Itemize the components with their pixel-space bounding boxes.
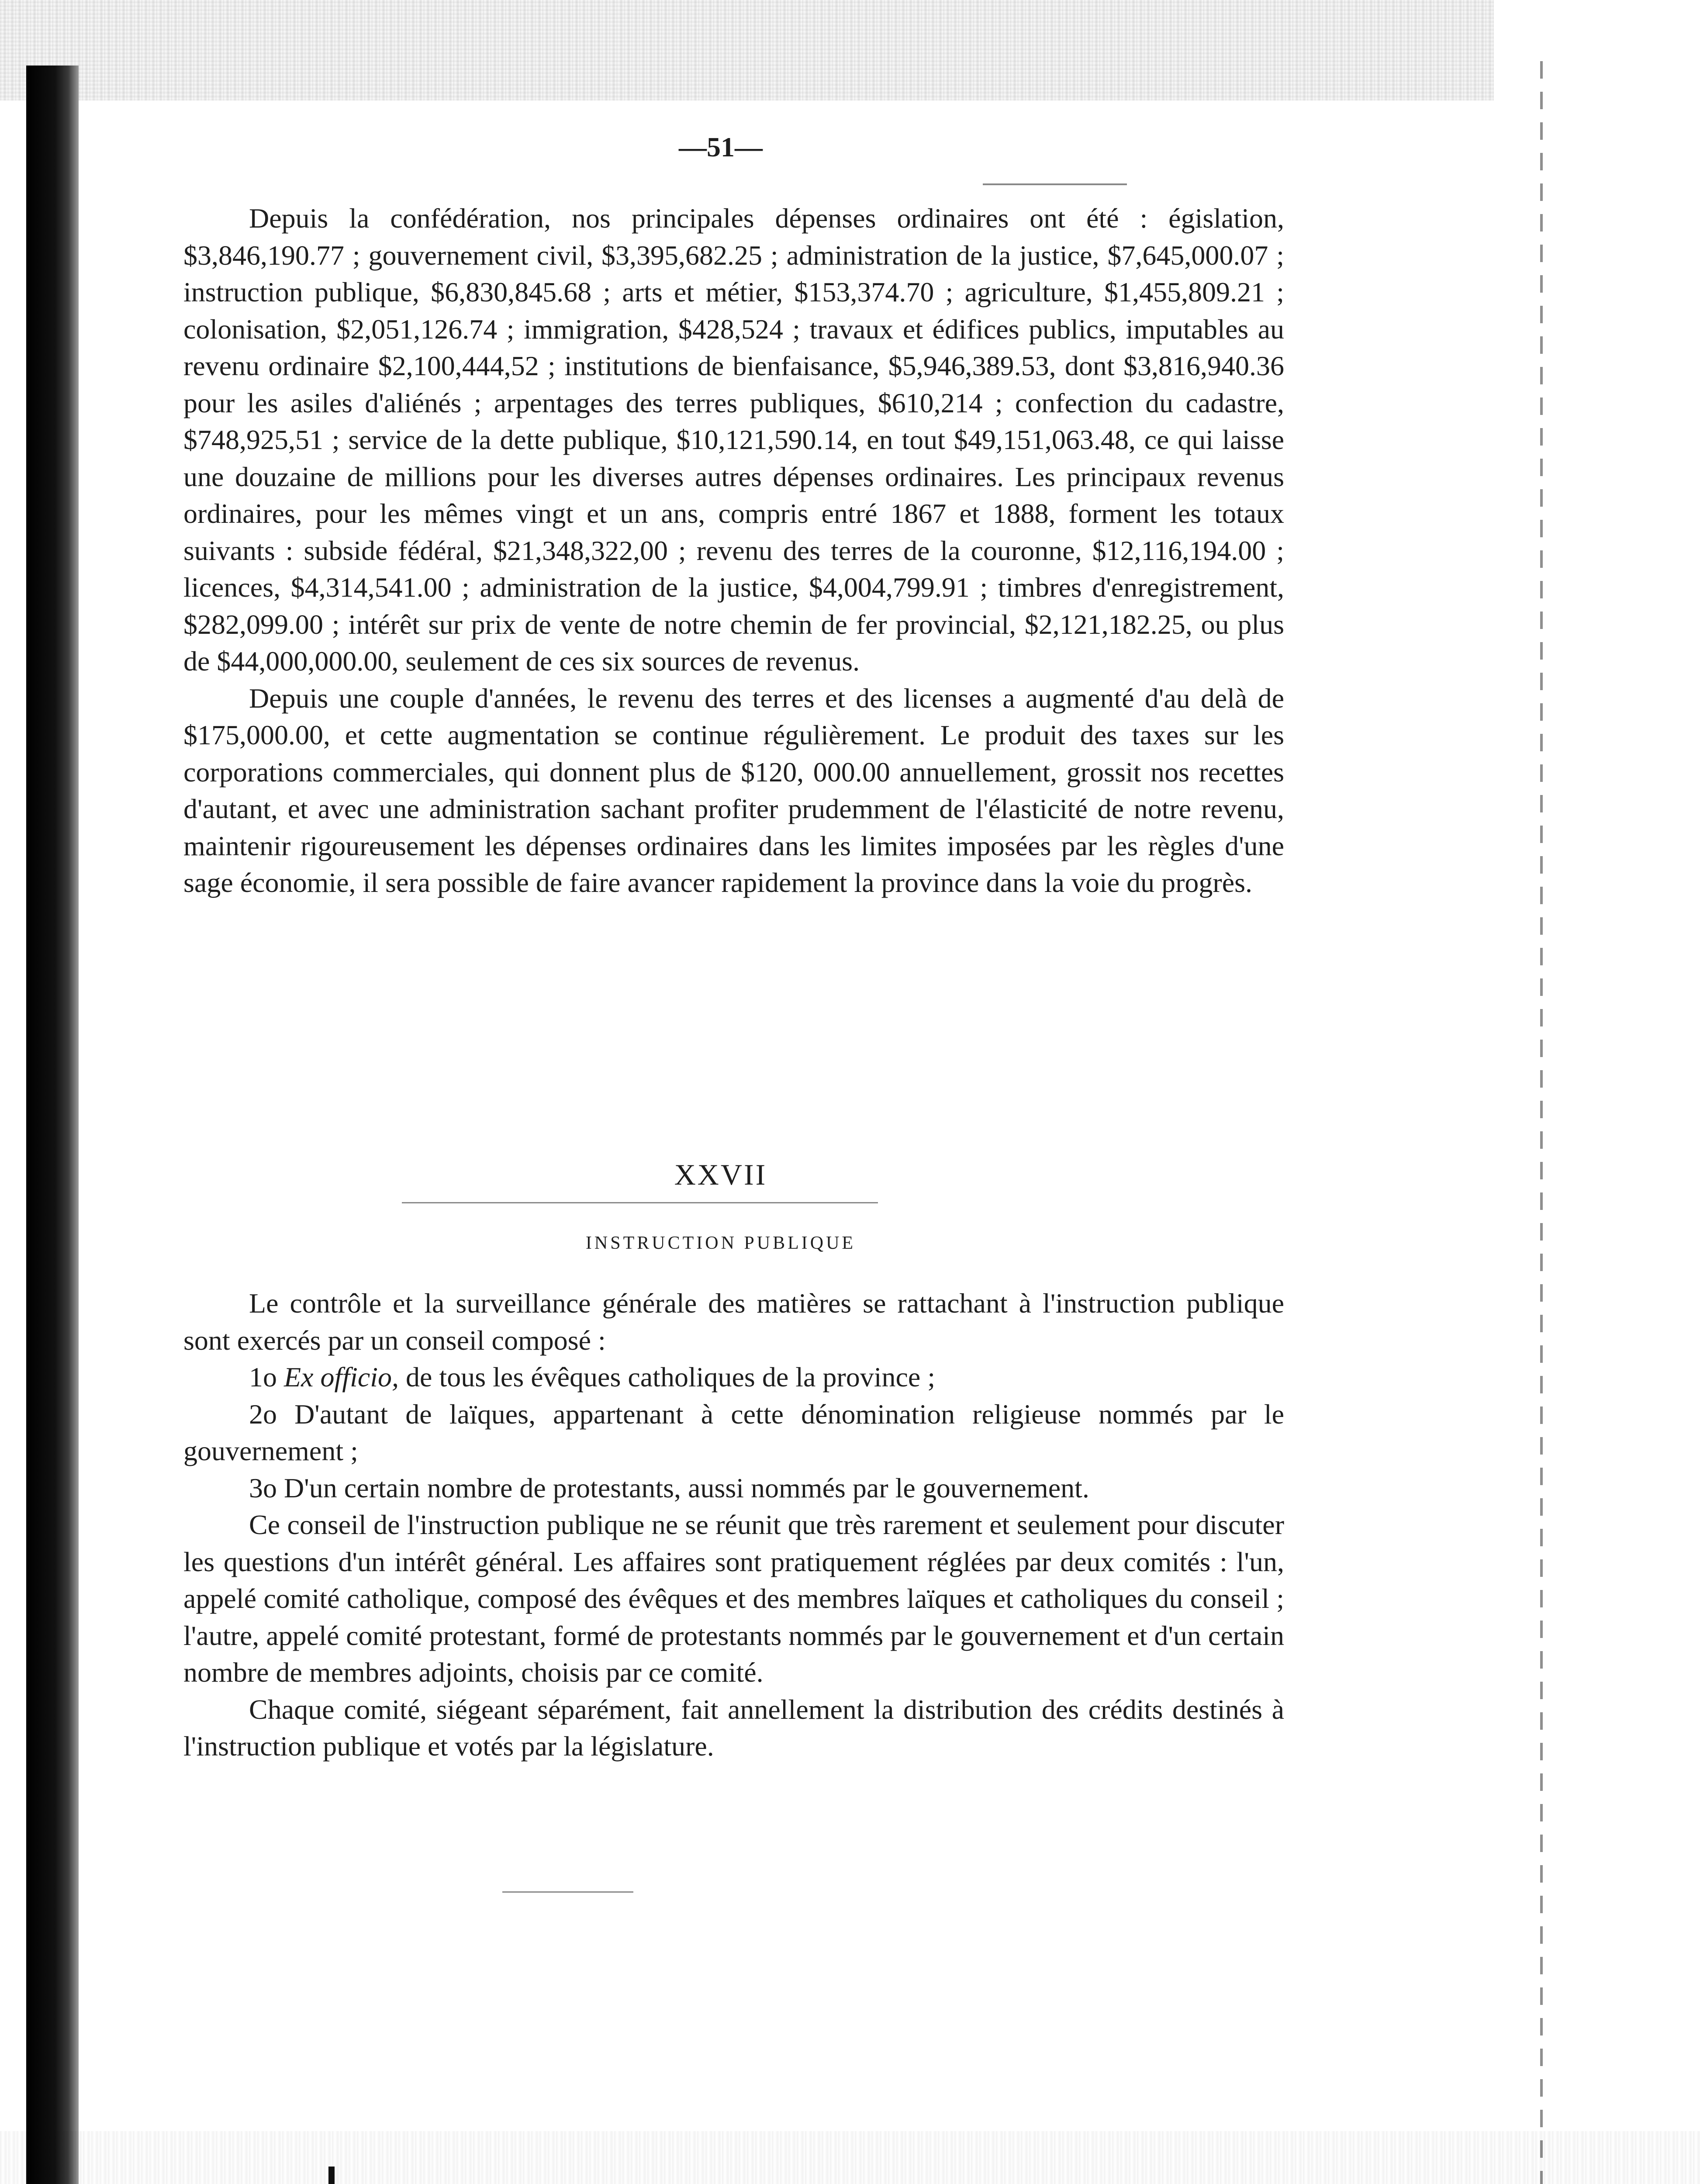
list-item-emphasis: Ex officio, — [284, 1362, 399, 1393]
scan-mark — [328, 2167, 335, 2184]
paragraph-comite: Chaque comité, siégeant séparément, fait annellement la distribution des crédits destinés à l'instruction publique et votés par la législature. — [183, 1693, 1284, 1762]
section-title: INSTRUCTION PUBLIQUE — [585, 1233, 856, 1253]
section-rule — [402, 1202, 878, 1203]
paragraph-intro: Le contrôle et la surveillance générale des matières se rattachant à l'instruction publique sont exercés par un conseil composé : — [183, 1288, 1284, 1356]
scan-binding-shadow — [26, 66, 79, 2184]
scan-edge-right — [1540, 48, 1543, 2184]
paragraph-conseil: Ce conseil de l'instruction publique ne se réunit que très rarement et seulement pour discuter les questions d'un intérêt général. Les affaires sont pratiquement réglées par deux comités : l'un, appelé comité catholique, composé des évêques et des membres laïques et catholiques du conseil ; l'autre, appelé comité protestant, formé de protestants nommés par le gouvernement et d'un certain nombre de membres adjoints, choisis par ce comité. — [183, 1509, 1284, 1688]
page-number: —51— — [679, 131, 763, 162]
list-item-protestants: 3o D'un certain nombre de protestants, aussi nommés par le gouvernement. — [249, 1472, 1089, 1503]
section-number: XXVII — [674, 1158, 767, 1191]
list-item-number: 1o — [249, 1362, 277, 1393]
scan-noise-top — [0, 0, 1494, 100]
text-block-instruction — [183, 1285, 1284, 1765]
header-rule — [983, 183, 1127, 185]
list-item-laiques: 2o D'autant de laïques, appartenant à cette dénomination religieuse nommés par le gouvernement ; — [183, 1398, 1284, 1466]
paragraph-revenus: Depuis une couple d'années, le revenu des terres et des licenses a augmenté d'au delà de $175,000.00, et cette augmentation se continue régulièrement. Le produit des taxes sur les corporations commerciales, qui donnent plus de $120, 000.00 annuellement, grossit nos recettes d'autant, et avec une administration sachant profiter prudemment de l'élasticité de notre revenu, maintenir rigoureusement les dépenses ordinaires dans les limites imposées par les règles d'une sage économie, il sera possible de faire avancer rapidement la province dans la voie du progrès. — [183, 682, 1284, 898]
footer-rule — [502, 1891, 633, 1893]
scan-noise-bottom — [0, 2131, 1700, 2184]
list-item-ex-officio — [183, 1359, 1284, 1396]
list-item-text: de tous les évêques catholiques de la province ; — [406, 1362, 936, 1393]
text-block-finances — [183, 200, 1284, 902]
paragraph-depenses: Depuis la confédération, nos principales dépenses ordinaires ont été : égislation, $3,846,190.77 ; gouvernement civil, $3,395,682.25 ; administration de la justice, $7,645,000.07 ; instruction publique, $6,830,845.68 ; arts et métier, $153,374.70 ; agriculture, $1,455,809.21 ; colonisation, $2,051,126.74 ; immigration, $428,524 ; travaux et édifices publics, imputables au revenu ordinaire $2,100,444,52 ; institutions de bienfaisance, $5,946,389.53, dont $3,816,940.36 pour les asiles d'aliénés ; arpentages des terres publiques, $610,214 ; confection du cadastre, $748,925,51 ; service de la dette publique, $10,121,590.14, en tout $49,151,063.48, ce qui laisse une douzaine de millions pour les diverses autres dépenses ordinaires. Les principaux revenus ordinaires, pour les mêmes vingt et un ans, compris entré 1867 et 1888, forment les totaux suivants : subside fédéral, $21,348,322,00 ; revenu des terres de la couronne, $12,116,194.00 ; licences, $4,314,541.00 ; administration de la justice, $4,004,799.91 ; timbres d'enregistrement, $282,099.00 ; intérêt sur prix de vente de notre chemin de fer provincial, $2,121,182.25, ou plus de $44,000,000.00, seulement de ces six sources de revenus. — [183, 203, 1284, 677]
